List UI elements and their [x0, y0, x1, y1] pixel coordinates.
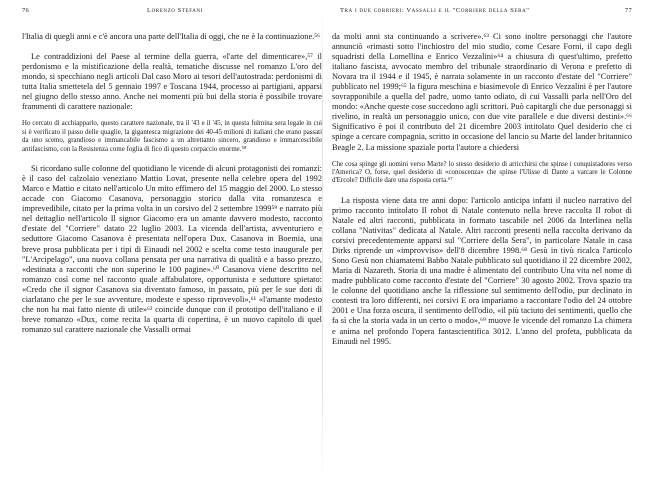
right-page-body — [332, 32, 632, 347]
right-page-header — [332, 7, 632, 19]
right-block-quote: Che cosa spinge gli uomini verso Marte? lo stesso desiderio di arricchirsi che spinse i conquistadores verso l'America? O, forse, quel desiderio di «conoscenza» che spinse l'Ulisse di Dante a varcare le Colonne d'Ercole? Difficile dare una risposta certa.⁶⁷ — [332, 160, 632, 185]
left-page-header — [22, 7, 322, 19]
left-block-quote: Ho cercato di acchiapparlo, questo carattere nazionale, tra il '43 e il '45, in questa fulmina sera legale in cui si è verificato il passo delle quaglie, la gigantesca migrazione dei 40-45 milioni di italiani che erano passati da uno scemo, grandioso e immancabile fascismo a un altrettanto sincero, grandioso e immarcescibile antifascismo, con la Resistenza come foglia di fico di questo corpaccio enorme.⁵⁸ — [22, 120, 322, 153]
left-page — [22, 0, 322, 487]
left-paragraph-1: Le contraddizioni del Paese al termine della guerra, «l'arte del dimenticare»,⁵⁷ il perdonismo e la mistificazione della realtà, tematiche discusse nel romanzo L'oro del mondo, si specchiano negli articoli Dal caso Moro ai tesori dell'autostrada: perdonismi di tutta Italia smettetela del 5 gennaio 1997 e Toscana 1944, processo ai partigiani, apparsi nel giugno dello stesso anno. Anche nei momenti più bui della storia è possibile trovare frammenti di carattere nazionale: — [22, 52, 322, 112]
left-opening-text: l'Italia di quegli anni e c'è ancora una parte dell'Italia di oggi, che ne è la continuazione.⁵⁶ — [22, 32, 321, 41]
left-page-number: 76 — [22, 7, 30, 14]
right-opening-text: da molti anni sta continuando a scrivere».⁶³ Ci sono inoltre personaggi che l'autore annunciò «rimasti sotto l'inchiostro del mio studio, come Cesare Forni, il capo degli squadristi della Lomellina e Enrico Vezzalini»⁶⁴ a chiusura di quest'ultimo, prefetto italiano fascista, avvocato membro del tribunale straordinario di Verona e prefetto di Novara tra il 1944 e il 1945, è narrata solamente in un racconto d'estate del "Corriere" pubblicato nel 1999;⁶⁵ la figura meschina e biasimevole di Enrico Vezzalini è per l'autore sovrapponibile a quella del padre, uomo tanto odiato, di cui Vassalli parla nell'Oro del mondo: «Anche queste cose succedono agli scrittori. Può capitargli che due personaggi si rivelino, in realtà un personaggio unico, con due vite parallele e due diversi destini».⁶⁶ Significativo è poi il contributo del 21 dicembre 2003 intitolato Quel desiderio che ci spinge a cercare compagnia, scritto in occasione del lancio su Marte del lander britannico Beagle 2. La missione spaziale porta l'autore a chiedersi — [332, 32, 632, 152]
right-paragraph-1: La risposta viene data tre anni dopo: l'articolo anticipa infatti il nucleo narrativo del primo racconto intitolato Il robot di Natale contenuto nella breve raccolta Il robot di Natale ed altri racconti, pubblicata in formato tascabile nel 2006 da Interlinea nella collana "Nativitas" dedicata al Natale. Altri racconti presenti nella raccolta derivano da corsivi precedentemente apparsi sul "Corriere della Sera", in particolare Natale in casa Dirks riprende un «improvviso» dell'8 dicembre 1998.⁶⁸ Gesù in tivù ricalca l'articolo Sono Gesù non chiamatemi Babbo Natale pubblicato sul quotidiano il 22 dicembre 2002, Maria di Nazareth. Storia di una madre è alimentato del contributo Una vita nel nome di madre pubblicato come racconto d'estate del "Corriere" 30 agosto 2002. Trova spazio tra le colonne del quotidiano anche la riflessione sul sentimento dell'odio, pur declinato in contesti tra loro differenti, nei corsivi E ora impariamo a raccontare l'odio del 24 ottobre 2001 e Una forza oscura, il sentimento dell'odio, «il più taciuto dei sentimenti, quello che fa sì che la storia vada in un certo o modo»,⁶⁹ muove le vicende del romanzo La chimera e anima nel profondo l'opera fantascientifica 3012. L'anno del profeta, pubblicata da Einaudi nel 1995. — [332, 195, 632, 346]
book-gutter — [322, 0, 323, 487]
left-running-head: Lorenzo Stefani — [147, 7, 203, 14]
right-running-head: Tra i due corrieri: Vassalli e il "Corriere della Sera" — [340, 7, 530, 14]
right-page — [332, 0, 632, 487]
right-page-number: 77 — [624, 7, 632, 14]
left-page-body — [22, 32, 322, 335]
left-paragraph-2: Si ricordano sulle colonne del quotidiano le vicende di alcuni protagonisti dei romanzi: è il caso del calzolaio veneziano Mattio Lovat, presente nella celebre opera del 1992 Marco e Mattio e citato nell'articolo Un mito effimero del 15 maggio del 2000. Lo stesso accade con Giacomo Casanova, personaggio storico dalla vita romanzesca e imprevedibile, citato per la prima volta in un corsivo del 2 settembre 1999⁵⁹ e narrato più nel dettaglio nell'articolo Il signor Giacomo era un amante davvero modesto, racconto d'estate del "Corriere" datato 22 luglio 2003. La vicenda dell'artista, avventuriero e seduttore Giacomo Casanova è presentata nell'opera Dux. Casanova in Boemia, una breve prosa pubblicata per i tipi di Einaudi nel 2002 e scelta come testo inaugurale per "L'Arcipelago", una nuova collana pensata per una narrativa di qualità e a basso prezzo, «destinata a racconti che non superino le 100 pagine».⁶⁰ Casanova viene descritto nel romanzo così come nel racconto quale affabulatore, opportunista e seduttore spietato: «Credo che il signor Casanova sia diventato famoso, in passato, più per le sue doti di ciarlatano che per le sue avventure, modeste e spesso riprovevoli»,⁶¹ «l'amante modesto che non ha mai fatto niente di utile»⁶² coincide dunque con il prototipo dell'italiano e il breve romanzo «Dux, come recita la quarta di copertina, è un nuovo capitolo di quel romanzo sul carattere nazionale che Vassalli ormai — [22, 164, 322, 334]
